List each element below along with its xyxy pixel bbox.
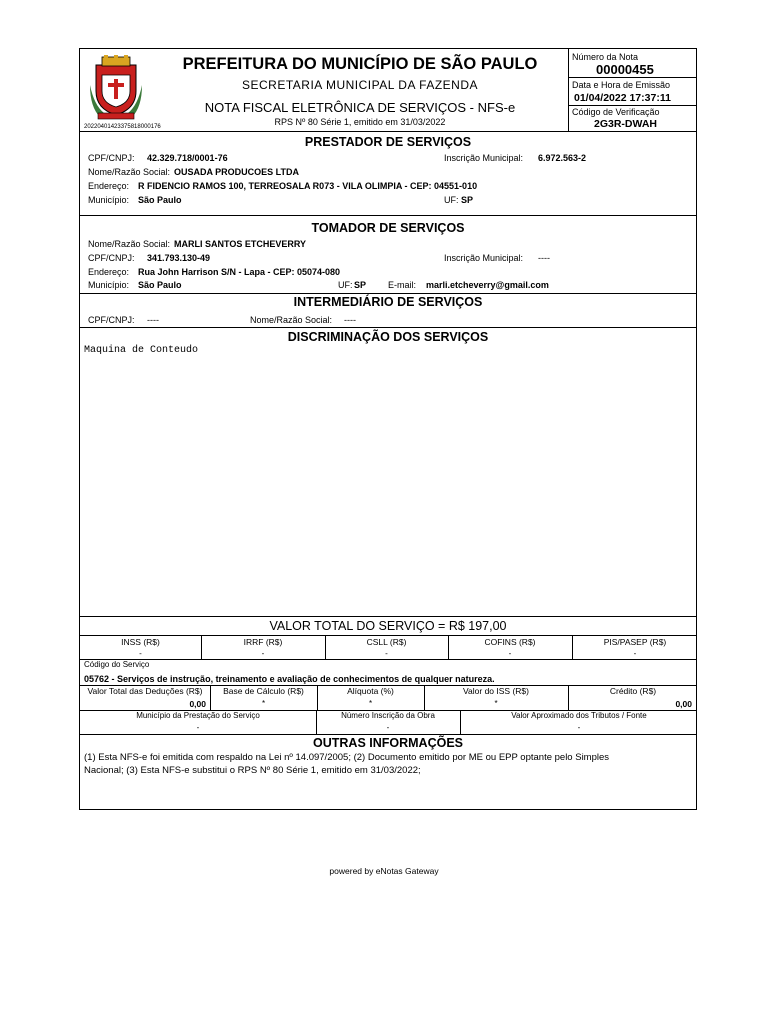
- tomador-im-value: ----: [538, 253, 550, 263]
- discriminacao-title: DISCRIMINAÇÃO DOS SERVIÇOS: [287, 330, 489, 344]
- valor-iss-value: *: [494, 699, 498, 708]
- prestador-mun-label: Município:: [88, 195, 130, 205]
- tomador-uf-label: UF:: [338, 280, 353, 290]
- credito-label: Crédito (R$): [609, 686, 657, 696]
- prestador-im-label: Inscrição Municipal:: [444, 153, 524, 163]
- tomador-im-label: Inscrição Municipal:: [444, 253, 524, 263]
- tributos-label: Valor Aproximado dos Tributos / Fonte: [511, 711, 647, 720]
- tomador-email-value: marli.etcheverry@gmail.com: [426, 280, 549, 290]
- barcode-number: 20220401423375818000176: [84, 124, 161, 130]
- irrf-label: IRRF (R$): [243, 637, 283, 647]
- prestador-end-value: R FIDENCIO RAMOS 100, TERREOSALA R073 - VILA OLIMPIA - CEP: 04551-010: [138, 181, 478, 191]
- inss-value: -: [139, 649, 142, 658]
- deducoes-label: Valor Total das Deduções (R$): [87, 686, 203, 696]
- cofins-value: -: [508, 649, 512, 658]
- prestador-cnpj-label: CPF/CNPJ:: [88, 153, 135, 163]
- tomador-email-label: E-mail:: [388, 280, 417, 290]
- intermediario-title: INTERMEDIÁRIO DE SERVIÇOS: [293, 295, 483, 309]
- tomador-end-value: Rua John Harrison S/N - Lapa - CEP: 05074-080: [138, 267, 341, 277]
- inscricao-obra-value: -: [386, 723, 390, 732]
- valor-iss-label: Valor do ISS (R$): [463, 686, 529, 696]
- prestador-nome-value: OUSADA PRODUCOES LTDA: [174, 167, 300, 177]
- municipality-title: PREFEITURA DO MUNICÍPIO DE SÃO PAULO: [182, 55, 538, 73]
- intermediario-cpf-label: CPF/CNPJ:: [88, 315, 135, 325]
- irrf-value: -: [261, 649, 265, 658]
- tomador-end-label: Endereço:: [88, 267, 130, 277]
- footer-powered-by: powered by eNotas Gateway: [329, 866, 439, 876]
- data-emissao-label: Data e Hora de Emissão: [572, 80, 671, 90]
- codigo-servico-label: Código do Serviço: [84, 660, 150, 669]
- tomador-cpf-label: CPF/CNPJ:: [88, 253, 135, 263]
- tomador-cpf-value: 341.793.130-49: [147, 253, 211, 263]
- municipio-prestacao-label: Município da Prestação do Serviço: [136, 711, 260, 720]
- codigo-servico-value: 05762 - Serviços de instrução, treinamento e avaliação de conhecimentos de qualquer natureza.: [84, 674, 495, 684]
- tributos-value: -: [577, 723, 581, 732]
- outras-line-2: Nacional; (3) Esta NFS-e substitui o RPS Nº 80 Série 1, emitido em 31/03/2022;: [84, 765, 421, 776]
- base-calculo-value: *: [261, 699, 266, 708]
- cofins-label: COFINS (R$): [484, 637, 536, 647]
- credito-value: 0,00: [675, 699, 692, 709]
- data-emissao-value: 01/04/2022 17:37:11: [574, 92, 671, 104]
- prestador-uf-label: UF:: [444, 195, 459, 205]
- deducoes-value: 0,00: [189, 699, 206, 709]
- inscricao-obra-label: Número Inscrição da Obra: [341, 711, 435, 720]
- outras-line-1: (1) Esta NFS-e foi emitida com respaldo na Lei nº 14.097/2005; (2) Documento emitido por ME ou EPP optante pelo Simples: [84, 752, 610, 763]
- municipio-prestacao-value: -: [196, 723, 200, 732]
- coat-of-arms-icon: [90, 55, 142, 121]
- secretariat-title: SECRETARIA MUNICIPAL DA FAZENDA: [242, 78, 478, 92]
- numero-label: Número da Nota: [572, 52, 639, 62]
- codigo-verificacao-value: 2G3R-DWAH: [594, 118, 658, 130]
- prestador-cnpj-value: 42.329.718/0001-76: [147, 153, 228, 163]
- prestador-nome-label: Nome/Razão Social:: [88, 167, 171, 177]
- tomador-mun-value: São Paulo: [138, 280, 182, 290]
- aliquota-value: *: [368, 699, 373, 708]
- rps-line: RPS Nº 80 Série 1, emitido em 31/03/2022: [274, 117, 446, 127]
- valor-total: VALOR TOTAL DO SERVIÇO = R$ 197,00: [269, 619, 507, 633]
- prestador-uf-value: SP: [461, 195, 474, 205]
- tomador-mun-label: Município:: [88, 280, 130, 290]
- outras-title: OUTRAS INFORMAÇÕES: [313, 736, 463, 750]
- base-calculo-label: Base de Cálculo (R$): [223, 686, 304, 696]
- inss-label: INSS (R$): [121, 637, 160, 647]
- prestador-im-value: 6.972.563-2: [538, 153, 587, 163]
- tomador-nome-value: MARLI SANTOS ETCHEVERRY: [174, 239, 307, 249]
- tomador-uf-value: SP: [354, 280, 367, 290]
- prestador-mun-value: São Paulo: [138, 195, 182, 205]
- aliquota-label: Alíquota (%): [347, 686, 394, 696]
- intermediario-nome-label: Nome/Razão Social:: [250, 315, 333, 325]
- nfse-document: [79, 48, 697, 810]
- document-title: NOTA FISCAL ELETRÔNICA DE SERVIÇOS - NFS-e: [204, 100, 516, 115]
- codigo-verificacao-label: Código de Verificação: [572, 107, 660, 117]
- prestador-end-label: Endereço:: [88, 181, 130, 191]
- numero-value: 00000455: [596, 62, 654, 77]
- pis-pasep-value: -: [633, 649, 637, 658]
- tomador-title: TOMADOR DE SERVIÇOS: [311, 221, 465, 235]
- discriminacao-text: Maquina de Conteudo: [84, 345, 199, 356]
- prestador-title: PRESTADOR DE SERVIÇOS: [304, 135, 472, 149]
- intermediario-cpf-value: ----: [147, 315, 159, 325]
- csll-value: -: [385, 649, 388, 658]
- intermediario-nome-value: ----: [344, 315, 356, 325]
- pis-pasep-label: PIS/PASEP (R$): [603, 637, 667, 647]
- tomador-nome-label: Nome/Razão Social:: [88, 239, 171, 249]
- csll-label: CSLL (R$): [366, 637, 407, 647]
